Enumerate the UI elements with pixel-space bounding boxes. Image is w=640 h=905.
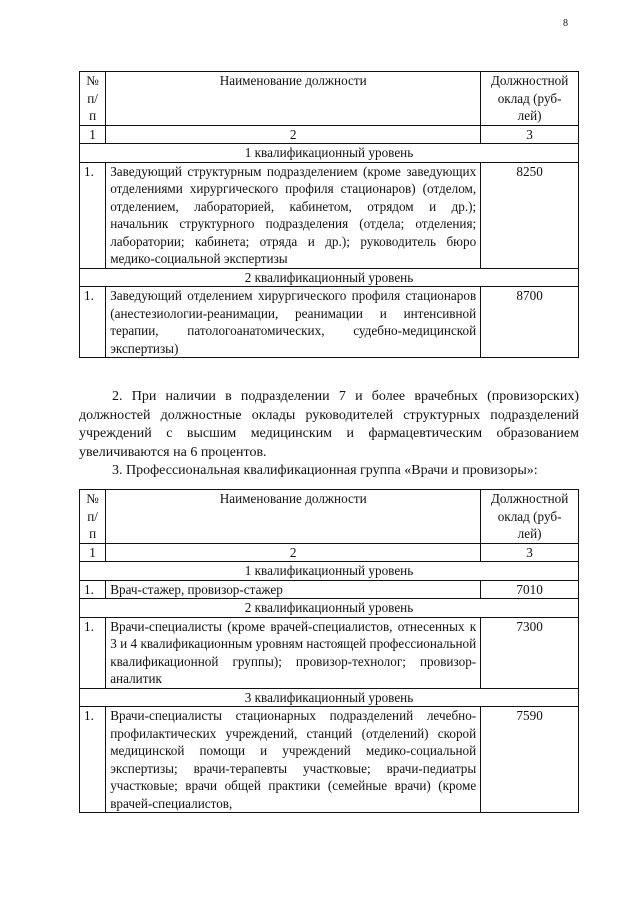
row-name: Заведующий структурным подразделением (кроме заведующих отделениями хирургического профиля стационаров) (отделом, отделением, лабораторией, кабинетом, отрядом и др.); начальник структурного подразделения (отдела; отделения; лаборатории; кабинета; отряда и др.); руководитель бюро медико-социальной экспертизы [106, 162, 481, 268]
level-label: 1 квалификационный уровень [80, 144, 579, 163]
level-row [80, 144, 579, 163]
body-text [79, 388, 579, 481]
level-row [80, 599, 579, 618]
table-header-row [80, 490, 579, 544]
header-salary: Должностной оклад (руб- лей) [481, 490, 579, 544]
level-label: 1 квалификационный уровень [80, 562, 579, 581]
col-number: 1 [80, 125, 106, 144]
row-num: 1. [80, 617, 106, 688]
row-num: 1. [80, 707, 106, 813]
table-row [80, 707, 579, 813]
row-salary: 7590 [481, 707, 579, 813]
level-label: 2 квалификационный уровень [80, 268, 579, 287]
table-row [80, 162, 579, 268]
col-number: 2 [106, 125, 481, 144]
row-salary: 7010 [481, 580, 579, 599]
level-row [80, 688, 579, 707]
page-number: 8 [563, 18, 568, 29]
row-name: Врачи-специалисты (кроме врачей-специалистов, отнесенных к 3 и 4 квалификационным уровням настоящей профессиональной квалификационной группы); провизор-технолог; провизор-аналитик [106, 617, 481, 688]
header-num: № п/п [80, 72, 106, 126]
table-header-row [80, 72, 579, 126]
row-num: 1. [80, 287, 106, 358]
row-num: 1. [80, 162, 106, 268]
salary-table-doctors [79, 489, 579, 813]
col-number: 3 [481, 543, 579, 562]
header-num: № п/п [80, 490, 106, 544]
row-salary: 7300 [481, 617, 579, 688]
table-row [80, 287, 579, 358]
row-name: Врач-стажер, провизор-стажер [106, 580, 481, 599]
paragraph: 3. Профессиональная квалификационная группа «Врачи и провизоры»: [112, 463, 538, 478]
header-salary: Должностной оклад (руб- лей) [481, 72, 579, 126]
row-name: Врачи-специалисты стационарных подразделений лечебно-профилактических учреждений, станций (отделений) скорой медицинской помощи и учреждений медико-социальной экспертизы; врачи-терапевты участковые; врачи-педиатры участковые; врачи общей практики (семейные врачи) (кроме врачей-специалистов, [106, 707, 481, 813]
col-number: 2 [106, 543, 481, 562]
salary-table-heads [79, 71, 579, 358]
column-number-row [80, 543, 579, 562]
table-row [80, 580, 579, 599]
table-row [80, 617, 579, 688]
row-salary: 8700 [481, 287, 579, 358]
level-row [80, 268, 579, 287]
header-name: Наименование должности [106, 72, 481, 126]
row-num: 1. [80, 580, 106, 599]
header-name: Наименование должности [106, 490, 481, 544]
paragraph: 2. При наличии в подразделении 7 и более врачебных (провизорских) должностей должностные оклады руководителей структурных подразделений учреждений с высшим медицинским и фармацевтическим образованием увеличиваются на 6 процентов. [79, 389, 579, 460]
row-name: Заведующий отделением хирургического профиля стационаров (анестезиологии-реанимации, реанимации и интенсивной терапии, патологоанатомических, судебно-медицинской экспертизы) [106, 287, 481, 358]
level-label: 2 квалификационный уровень [80, 599, 579, 618]
row-salary: 8250 [481, 162, 579, 268]
level-row [80, 562, 579, 581]
col-number: 1 [80, 543, 106, 562]
col-number: 3 [481, 125, 579, 144]
level-label: 3 квалификационный уровень [80, 688, 579, 707]
column-number-row [80, 125, 579, 144]
